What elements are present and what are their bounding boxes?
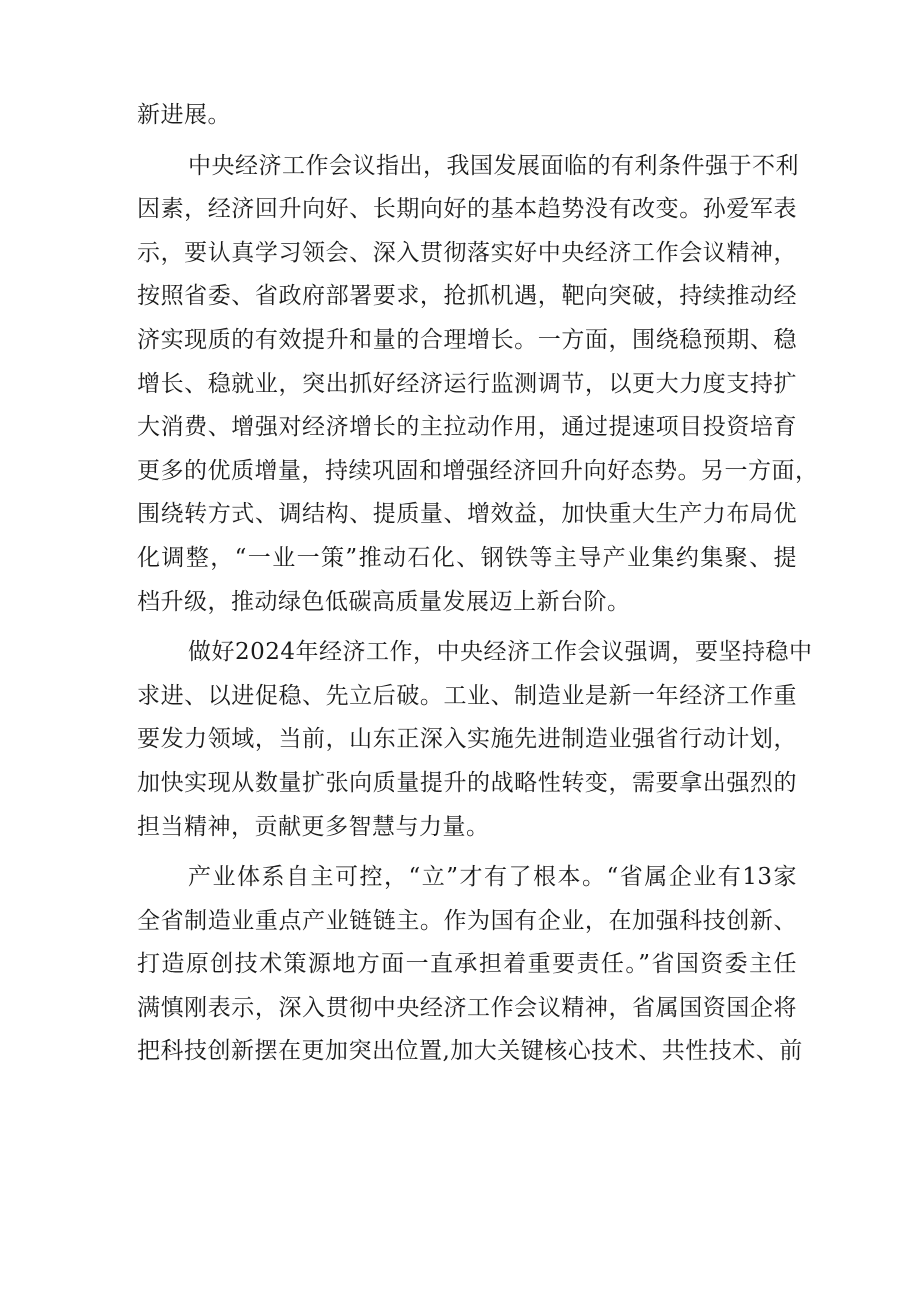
text-line: 因素，经济回升向好、长期向好的基本趋势没有改变。孙爱军表 xyxy=(137,196,797,223)
text-line: 做好2024年经济工作，中央经济工作会议强调，要坚持稳中 xyxy=(188,639,813,666)
text-line: 档升级，推动绿色低碳高质量发展迈上新台阶。 xyxy=(137,588,631,615)
text-line: 加快实现从数量扩张向质量提升的战略性转变，需要拿出强烈的 xyxy=(137,769,797,796)
text-line: 求进、以进促稳、先立后破。工业、制造业是新一年经济工作重 xyxy=(137,682,797,709)
text-line: 大消费、增强对经济增长的主拉动作用，通过提速项目投资培育 xyxy=(137,414,797,441)
document-body xyxy=(137,94,819,1074)
text-line: 中央经济工作会议指出，我国发展面临的有利条件强于不利 xyxy=(188,152,799,179)
paragraph-1 xyxy=(137,94,797,138)
paragraph-2 xyxy=(137,145,819,625)
text-line: 要发力领域，当前，山东正深入实施先进制造业强省行动计划， xyxy=(137,726,797,753)
text-line: 把科技创新摆在更加突出位置,加大关键核心技术、共性技术、前 xyxy=(137,1038,803,1065)
text-line: 打造原创技术策源地方面一直承担着重要责任。”省国资委主任 xyxy=(137,951,797,978)
text-line: 产业体系自主可控，“立”才有了根本。“省属企业有13家 xyxy=(188,864,797,891)
text-line: 围绕转方式、调结构、提质量、增效益，加快重大生产力布局优 xyxy=(137,501,797,528)
text-line: 新进展。 xyxy=(137,102,231,128)
text-line: 全省制造业重点产业链链主。作为国有企业，在加强科技创新、 xyxy=(137,907,797,934)
text-line: 增长、稳就业，突出抓好经济运行监测调节，以更大力度支持扩 xyxy=(137,370,797,397)
text-line: 化调整，“一业一策”推动石化、钢铁等主导产业集约集聚、提 xyxy=(137,544,797,571)
paragraph-4 xyxy=(137,856,803,1074)
text-line: 担当精神，贡献更多智慧与力量。 xyxy=(137,813,490,840)
text-line: 济实现质的有效提升和量的合理增长。一方面，围绕稳预期、稳 xyxy=(137,326,797,353)
paragraph-3 xyxy=(137,631,813,849)
text-line: 更多的优质增量，持续巩固和增强经济回升向好态势。另一方面， xyxy=(137,457,819,484)
text-line: 满慎刚表示，深入贯彻中央经济工作会议精神，省属国资国企将 xyxy=(137,994,797,1021)
text-line: 示，要认真学习领会、深入贯彻落实好中央经济工作会议精神， xyxy=(137,239,797,266)
text-line: 按照省委、省政府部署要求，抢抓机遇，靶向突破，持续推动经 xyxy=(137,283,797,310)
